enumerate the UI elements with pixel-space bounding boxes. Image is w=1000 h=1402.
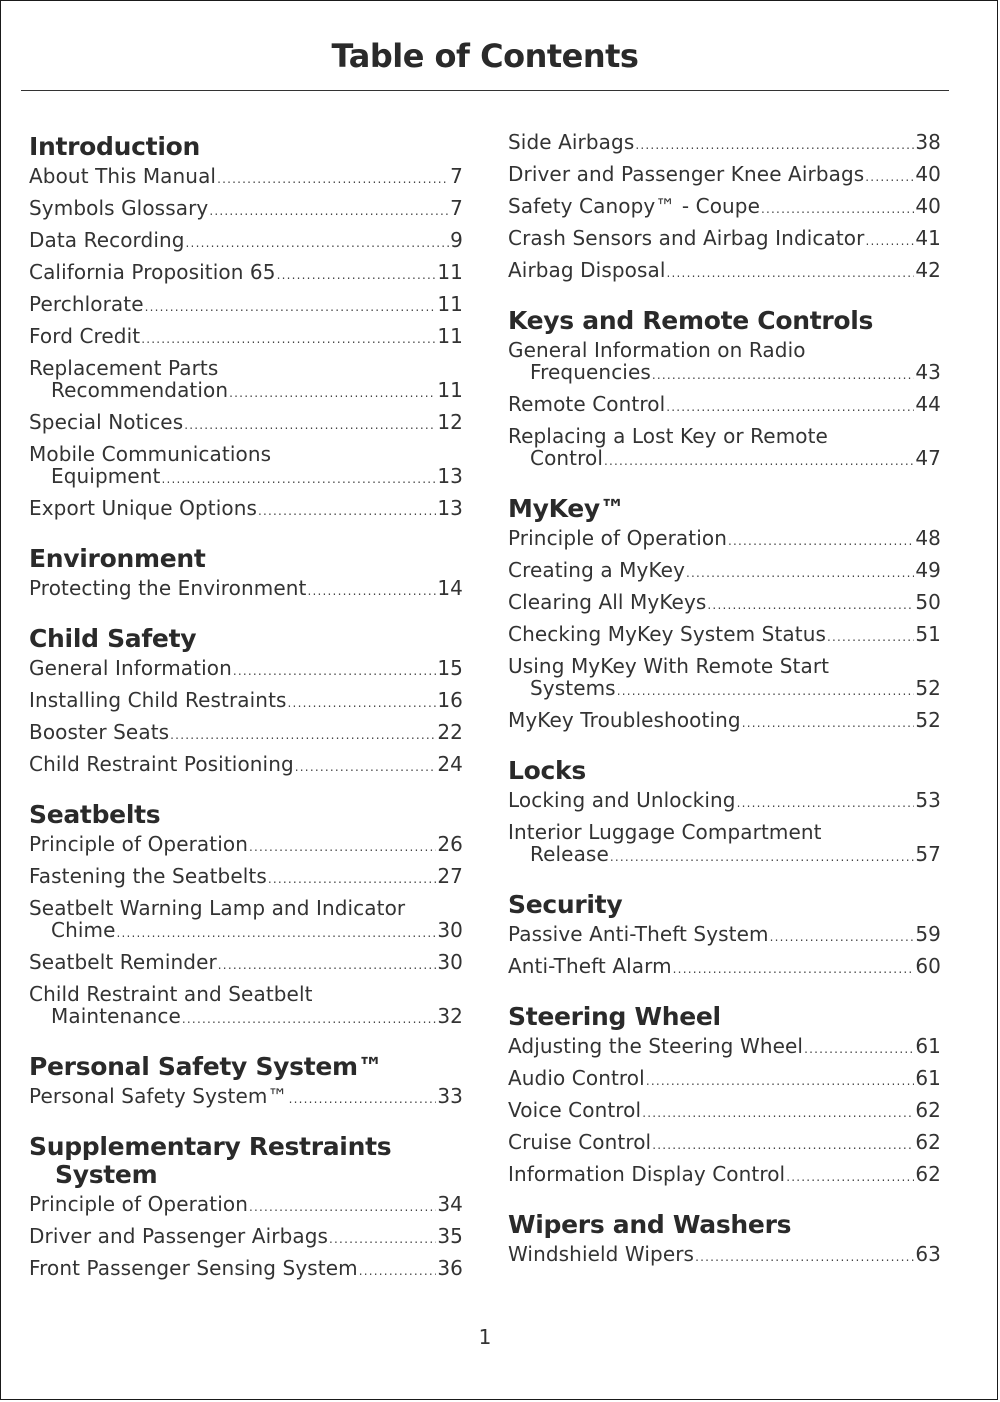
entry-title: Symbols Glossary <box>29 196 209 220</box>
entry-title: Chime <box>51 918 116 942</box>
entry-row <box>508 559 941 584</box>
entry-title: Booster Seats <box>29 720 170 744</box>
entry-title: Anti-Theft Alarm <box>508 954 672 978</box>
entry-page-number: 52 <box>915 708 941 732</box>
entry-title: Adjusting the Steering Wheel <box>508 1034 804 1058</box>
entry-page-number: 62 <box>915 1130 941 1154</box>
entry-title: Fastening the Seatbelts <box>29 864 267 888</box>
toc-entry[interactable] <box>508 163 941 188</box>
entry-page-number: 7 <box>450 164 463 188</box>
toc-section <box>508 891 941 980</box>
toc-entry[interactable] <box>508 955 941 980</box>
entry-page-number: 15 <box>437 656 463 680</box>
toc-entry[interactable] <box>508 1131 941 1156</box>
entry-row <box>508 447 941 472</box>
dot-leader <box>289 1088 437 1110</box>
entry-title: Crash Sensors and Airbag Indicator <box>508 226 865 250</box>
entry-row <box>29 833 463 858</box>
entry-page-number: 49 <box>915 558 941 582</box>
section-heading-line: Supplementary Restraints <box>29 1132 392 1161</box>
entry-title: Perchlorate <box>29 292 144 316</box>
entry-row <box>508 361 941 386</box>
entry-title: Principle of Operation <box>508 526 727 550</box>
entry-page-number: 61 <box>915 1034 941 1058</box>
entry-page-number: 44 <box>915 392 941 416</box>
toc-entry[interactable] <box>508 1163 941 1188</box>
entry-row <box>508 709 941 734</box>
toc-section <box>508 495 941 734</box>
toc-entry[interactable] <box>29 689 463 714</box>
entry-title: Clearing All MyKeys <box>508 590 707 614</box>
toc-entry[interactable] <box>508 227 941 252</box>
entry-row <box>508 1099 941 1124</box>
dot-leader <box>116 922 436 944</box>
toc-entry[interactable] <box>508 923 941 948</box>
entry-title: Safety Canopy™ - Coupe <box>508 194 761 218</box>
toc-entry[interactable] <box>29 411 463 436</box>
dot-leader <box>161 468 436 490</box>
toc-entry[interactable] <box>508 339 941 386</box>
toc-entry[interactable] <box>508 591 941 616</box>
toc-entry[interactable] <box>29 443 463 490</box>
entry-title: Driver and Passenger Knee Airbags <box>508 162 865 186</box>
entry-title: Seatbelt Warning Lamp and Indicator <box>29 896 406 920</box>
entry-page-number: 51 <box>915 622 941 646</box>
entry-row <box>29 1225 463 1250</box>
dot-leader <box>865 166 914 188</box>
entry-row <box>29 1257 463 1282</box>
entry-title: Special Notices <box>29 410 184 434</box>
toc-entry[interactable] <box>29 1193 463 1218</box>
toc-entry[interactable] <box>29 357 463 404</box>
entry-row <box>508 623 941 648</box>
entry-row <box>508 955 941 980</box>
toc-section <box>29 1053 463 1110</box>
entry-page-number: 13 <box>437 464 463 488</box>
entry-title: Creating a MyKey <box>508 558 686 582</box>
entry-page-number: 52 <box>915 676 941 700</box>
toc-entry[interactable] <box>508 527 941 552</box>
section-heading: Environment <box>29 544 206 573</box>
entry-row <box>29 577 463 602</box>
entry-row <box>29 379 463 404</box>
entry-row <box>508 195 941 220</box>
toc-section <box>508 131 941 284</box>
toc-section <box>508 1211 941 1268</box>
entry-row <box>29 261 463 286</box>
toc-entry[interactable] <box>508 1067 941 1092</box>
toc-entry[interactable] <box>508 623 941 648</box>
title-divider <box>21 90 949 91</box>
toc-section <box>508 307 941 472</box>
toc-entry[interactable] <box>508 1035 941 1060</box>
dot-leader <box>737 792 915 814</box>
section-heading-line: System <box>55 1160 158 1189</box>
entry-title: Export Unique Options <box>29 496 257 520</box>
entry-page-number: 35 <box>437 1224 463 1248</box>
entry-page-number: 48 <box>915 526 941 550</box>
entry-row <box>29 753 463 778</box>
section-heading <box>29 1133 463 1189</box>
entry-title: Frequencies <box>530 360 651 384</box>
entry-row <box>508 591 941 616</box>
entry-title: Remote Control <box>508 392 666 416</box>
toc-entry[interactable] <box>29 497 463 522</box>
dot-leader <box>329 1228 436 1250</box>
toc-entry[interactable] <box>508 655 941 702</box>
entry-page-number: 11 <box>437 378 463 402</box>
toc-entry[interactable] <box>29 165 463 190</box>
toc-entry[interactable] <box>29 229 463 254</box>
entry-row <box>29 465 463 490</box>
toc-entry[interactable] <box>508 789 941 814</box>
toc-entry[interactable] <box>508 709 941 734</box>
toc-entry[interactable] <box>29 865 463 890</box>
entry-title: Replacement Parts <box>29 356 219 380</box>
entry-title: Replacing a Lost Key or Remote <box>508 424 828 448</box>
entry-page-number: 60 <box>915 954 941 978</box>
entry-title: Control <box>530 446 603 470</box>
toc-entry[interactable] <box>29 1225 463 1250</box>
toc-section <box>29 801 463 1030</box>
entry-row <box>508 843 941 868</box>
entry-page-number: 30 <box>437 950 463 974</box>
entry-page-number: 14 <box>437 576 463 600</box>
entry-title: Information Display Control <box>508 1162 786 1186</box>
entry-title: Airbag Disposal <box>508 258 666 282</box>
entry-title: Cruise Control <box>508 1130 652 1154</box>
entry-title: Ford Credit <box>29 324 141 348</box>
entry-title: Personal Safety System™ <box>29 1084 288 1108</box>
entry-row <box>29 1085 463 1110</box>
dot-leader <box>277 264 437 286</box>
section-heading: Seatbelts <box>29 800 161 829</box>
dot-leader <box>642 1102 914 1124</box>
section-heading: Personal Safety System™ <box>29 1052 383 1081</box>
toc-entry[interactable] <box>29 833 463 858</box>
section-heading: Child Safety <box>29 624 197 653</box>
entry-page-number: 36 <box>437 1256 463 1280</box>
toc-entry[interactable] <box>29 1085 463 1110</box>
dot-leader <box>182 1008 436 1030</box>
entry-page-number: 11 <box>437 260 463 284</box>
entry-title: Systems <box>530 676 616 700</box>
entry-row <box>508 259 941 284</box>
dot-leader <box>652 1134 914 1156</box>
entry-page-number: 9 <box>450 228 463 252</box>
toc-section <box>508 1003 941 1188</box>
toc-column-right <box>508 131 941 1291</box>
toc-entry[interactable] <box>508 393 941 418</box>
entry-row <box>508 393 941 418</box>
toc-section <box>29 625 463 778</box>
entry-title: Principle of Operation <box>29 832 248 856</box>
dot-leader <box>295 756 437 778</box>
page-number: 1 <box>478 1325 492 1349</box>
toc-entry[interactable] <box>29 197 463 222</box>
entry-title: Seatbelt Reminder <box>29 950 217 974</box>
entry-row <box>29 1005 463 1030</box>
dot-leader <box>770 926 915 948</box>
entry-row <box>508 1163 941 1188</box>
toc-entry[interactable] <box>29 1257 463 1282</box>
entry-row <box>29 865 463 890</box>
entry-row <box>29 293 463 318</box>
entry-row <box>29 411 463 436</box>
toc-entry[interactable] <box>29 897 463 944</box>
dot-leader <box>635 134 914 156</box>
entry-page-number: 50 <box>915 590 941 614</box>
entry-row <box>29 229 463 254</box>
dot-leader <box>258 500 436 522</box>
entry-page-number: 7 <box>450 196 463 220</box>
entry-page-number: 40 <box>915 194 941 218</box>
entry-title: Release <box>530 842 609 866</box>
toc-entry[interactable] <box>508 559 941 584</box>
entry-title: California Proposition 65 <box>29 260 276 284</box>
toc-entry[interactable] <box>29 753 463 778</box>
dot-leader <box>145 296 437 318</box>
entry-title: Mobile Communications <box>29 442 272 466</box>
entry-page-number: 24 <box>437 752 463 776</box>
entry-page-number: 59 <box>915 922 941 946</box>
dot-leader <box>268 868 436 890</box>
entry-page-number: 11 <box>437 324 463 348</box>
entry-row <box>508 131 941 156</box>
entry-row <box>29 497 463 522</box>
page-title: Table of Contents <box>331 37 639 75</box>
dot-leader <box>170 724 436 746</box>
section-heading: Steering Wheel <box>508 1002 721 1031</box>
entry-title: About This Manual <box>29 164 217 188</box>
dot-leader <box>695 1246 914 1268</box>
entry-page-number: 12 <box>437 410 463 434</box>
dot-leader <box>249 1196 436 1218</box>
entry-row <box>29 689 463 714</box>
dot-leader <box>667 262 915 284</box>
entry-row <box>29 657 463 682</box>
dot-leader <box>761 198 914 220</box>
dot-leader <box>604 450 914 472</box>
entry-title: Recommendation <box>51 378 229 402</box>
dot-leader <box>686 562 914 584</box>
entry-title: Principle of Operation <box>29 1192 248 1216</box>
dot-leader <box>249 836 436 858</box>
toc-entry[interactable] <box>508 259 941 284</box>
toc-entry[interactable] <box>29 983 463 1030</box>
entry-page-number: 11 <box>437 292 463 316</box>
toc-entry[interactable] <box>29 325 463 350</box>
entry-title: Front Passenger Sensing System <box>29 1256 358 1280</box>
toc-entry[interactable] <box>29 261 463 286</box>
entry-page-number: 32 <box>437 1004 463 1028</box>
dot-leader <box>786 1166 914 1188</box>
entry-page-number: 40 <box>915 162 941 186</box>
entry-title: Driver and Passenger Airbags <box>29 1224 329 1248</box>
section-heading: Keys and Remote Controls <box>508 306 874 335</box>
entry-row <box>508 227 941 252</box>
entry-page-number: 57 <box>915 842 941 866</box>
entry-title: Audio Control <box>508 1066 645 1090</box>
entry-page-number: 41 <box>915 226 941 250</box>
entry-page-number: 63 <box>915 1242 941 1266</box>
entry-title: General Information <box>29 656 232 680</box>
entry-page-number: 27 <box>437 864 463 888</box>
dot-leader <box>141 328 436 350</box>
dot-leader <box>610 846 914 868</box>
entry-row <box>508 923 941 948</box>
dot-leader <box>288 692 437 714</box>
toc-entry[interactable] <box>508 1099 941 1124</box>
dot-leader <box>307 580 436 602</box>
toc-entry[interactable] <box>29 721 463 746</box>
dot-leader <box>233 660 436 682</box>
dot-leader <box>652 364 914 386</box>
entry-title: Maintenance <box>51 1004 181 1028</box>
toc-entry[interactable] <box>29 293 463 318</box>
dot-leader <box>728 530 914 552</box>
toc-entry[interactable] <box>508 195 941 220</box>
entry-page-number: 62 <box>915 1162 941 1186</box>
entry-page-number: 34 <box>437 1192 463 1216</box>
entry-page-number: 26 <box>437 832 463 856</box>
entry-row <box>508 1067 941 1092</box>
entry-title: Windshield Wipers <box>508 1242 695 1266</box>
entry-row <box>29 325 463 350</box>
dot-leader <box>186 232 450 254</box>
section-heading: Locks <box>508 756 586 785</box>
entry-page-number: 16 <box>437 688 463 712</box>
entry-row <box>29 919 463 944</box>
entry-title: Side Airbags <box>508 130 635 154</box>
dot-leader <box>184 414 436 436</box>
entry-page-number: 22 <box>437 720 463 744</box>
dot-leader <box>217 168 449 190</box>
toc-entry[interactable] <box>29 951 463 976</box>
entry-page-number: 38 <box>915 130 941 154</box>
entry-title: Child Restraint and Seatbelt <box>29 982 313 1006</box>
entry-row <box>508 1243 941 1268</box>
dot-leader <box>707 594 914 616</box>
toc-section <box>508 757 941 868</box>
dot-leader <box>804 1038 914 1060</box>
entry-page-number: 53 <box>915 788 941 812</box>
dot-leader <box>229 382 436 404</box>
entry-title: Interior Luggage Compartment <box>508 820 822 844</box>
entry-title: Passive Anti-Theft System <box>508 922 769 946</box>
dot-leader <box>218 954 437 976</box>
entry-title: Data Recording <box>29 228 185 252</box>
dot-leader <box>359 1260 437 1282</box>
toc-entry[interactable] <box>29 657 463 682</box>
toc-entry[interactable] <box>508 425 941 472</box>
section-heading: Security <box>508 890 623 919</box>
entry-title: General Information on Radio <box>508 338 806 362</box>
toc-column-left <box>29 133 463 1305</box>
entry-title: Voice Control <box>508 1098 642 1122</box>
entry-row <box>29 165 463 190</box>
entry-page-number: 33 <box>437 1084 463 1108</box>
entry-title: Installing Child Restraints <box>29 688 287 712</box>
dot-leader <box>209 200 449 222</box>
entry-page-number: 62 <box>915 1098 941 1122</box>
entry-row <box>29 197 463 222</box>
entry-row <box>29 721 463 746</box>
entry-row <box>508 163 941 188</box>
toc-section <box>29 1133 463 1282</box>
entry-page-number: 61 <box>915 1066 941 1090</box>
entry-title: Protecting the Environment <box>29 576 307 600</box>
entry-row <box>508 789 941 814</box>
entry-row <box>508 1035 941 1060</box>
entry-row <box>508 527 941 552</box>
dot-leader <box>646 1070 915 1092</box>
toc-entry[interactable] <box>29 577 463 602</box>
entry-page-number: 13 <box>437 496 463 520</box>
section-heading: Introduction <box>29 132 200 161</box>
dot-leader <box>673 958 915 980</box>
entry-page-number: 42 <box>915 258 941 282</box>
entry-row <box>29 951 463 976</box>
toc-entry[interactable] <box>508 1243 941 1268</box>
entry-row <box>508 1131 941 1156</box>
toc-section <box>29 133 463 522</box>
toc-section <box>29 545 463 602</box>
entry-row <box>29 1193 463 1218</box>
dot-leader <box>666 396 914 418</box>
entry-title: Checking MyKey System Status <box>508 622 826 646</box>
entry-title: Locking and Unlocking <box>508 788 736 812</box>
entry-title: Using MyKey With Remote Start <box>508 654 830 678</box>
dot-leader <box>742 712 915 734</box>
entry-row <box>508 677 941 702</box>
entry-title: Child Restraint Positioning <box>29 752 294 776</box>
entry-title: MyKey Troubleshooting <box>508 708 741 732</box>
entry-page-number: 30 <box>437 918 463 942</box>
toc-entry[interactable] <box>508 131 941 156</box>
section-heading: Wipers and Washers <box>508 1210 792 1239</box>
entry-page-number: 43 <box>915 360 941 384</box>
entry-title: Equipment <box>51 464 161 488</box>
toc-entry[interactable] <box>508 821 941 868</box>
dot-leader <box>865 230 914 252</box>
section-heading: MyKey™ <box>508 494 625 523</box>
dot-leader <box>827 626 914 648</box>
dot-leader <box>617 680 915 702</box>
entry-page-number: 47 <box>915 446 941 470</box>
